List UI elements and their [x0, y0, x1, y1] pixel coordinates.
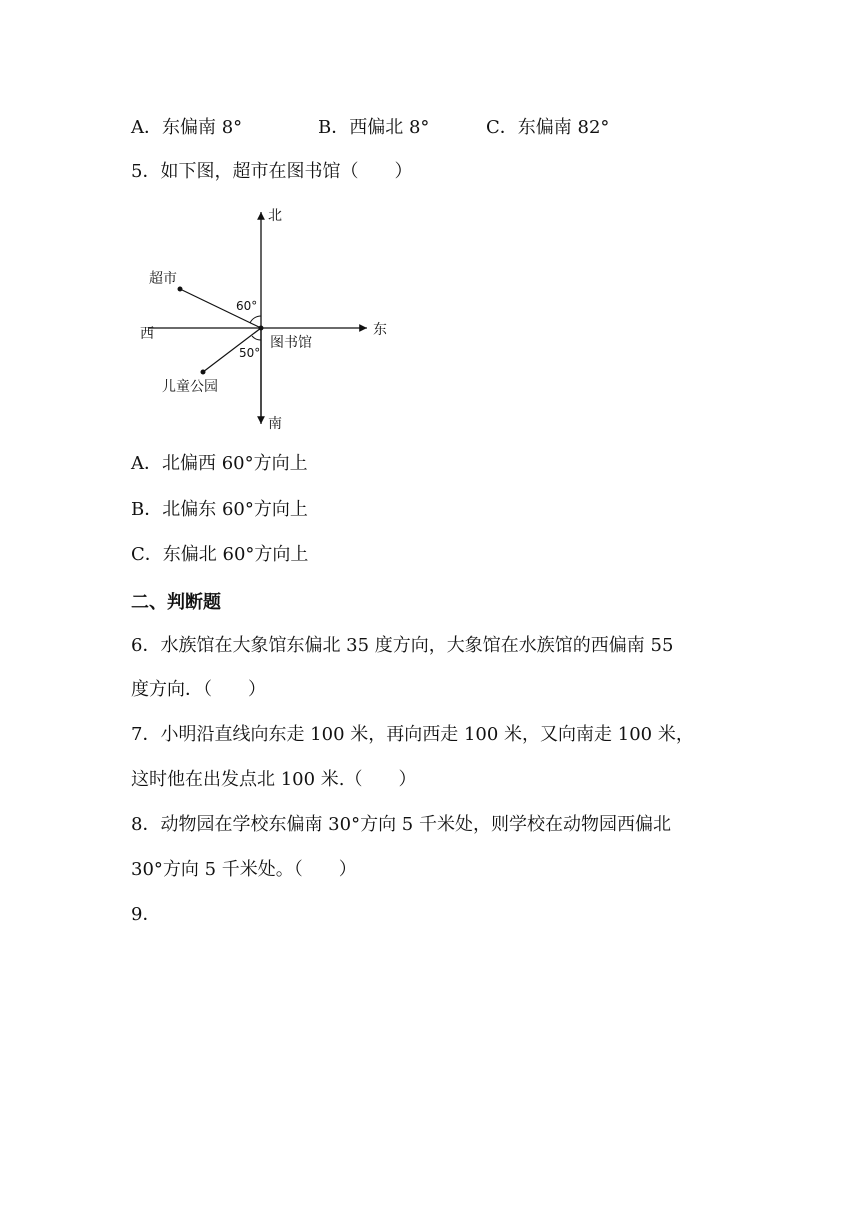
park-point	[201, 370, 206, 375]
south-label: 南	[268, 416, 282, 432]
q6-line2: 度方向．（ ）	[131, 679, 266, 700]
q8-line2: 30°方向 5 千米处。（ ）	[131, 859, 357, 880]
q7-line2: 这时他在出发点北 100 米.（ ）	[131, 769, 417, 790]
q4-option-a: A．东偏南 8°	[131, 117, 243, 138]
q7-line1: 7．小明沿直线向东走 100 米，再向西走 100 米，又向南走 100 米，	[131, 724, 694, 745]
library-label: 图书馆	[270, 335, 312, 351]
angle-60-label: 60°	[236, 299, 258, 313]
q5-option-c: C．东偏北 60°方向上	[131, 544, 309, 565]
park-label: 儿童公园	[162, 379, 218, 395]
section-title: 二、判断题	[131, 592, 221, 613]
angle-50-label: 50°	[239, 346, 261, 360]
q4-option-b: B．西偏北 8°	[318, 117, 430, 138]
q9-line1: 9．	[131, 904, 161, 925]
north-label: 北	[268, 208, 282, 224]
q5-option-b: B．北偏东 60°方向上	[131, 499, 308, 520]
direction-diagram	[131, 200, 401, 440]
library-point	[259, 326, 264, 331]
q4-option-c: C．东偏南 82°	[486, 117, 610, 138]
west-label: 西	[140, 326, 154, 342]
angle-arc-50	[252, 336, 261, 340]
q5-stem: 5．如下图，超市在图书馆（ ）	[131, 161, 413, 182]
angle-arc-60	[250, 316, 261, 323]
q6-line1: 6．水族馆在大象馆东偏北 35 度方向，大象馆在水族馆的西偏南 55	[131, 635, 674, 656]
east-label: 东	[373, 322, 387, 338]
q5-option-a: A．北偏西 60°方向上	[131, 453, 308, 474]
q8-line1: 8．动物园在学校东偏南 30°方向 5 千米处，则学校在动物园西偏北	[131, 814, 671, 835]
supermarket-label: 超市	[149, 271, 177, 287]
supermarket-point	[178, 287, 183, 292]
